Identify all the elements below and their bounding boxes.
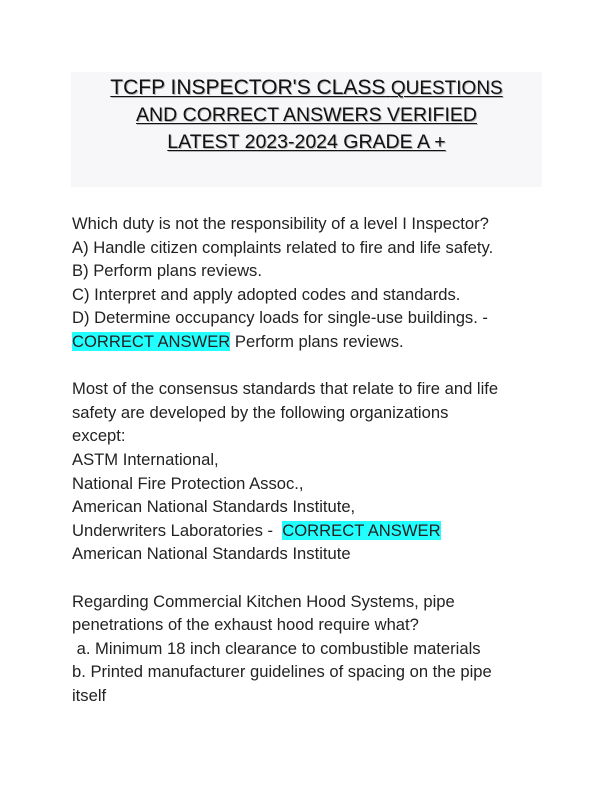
q1-option-b: B) Perform plans reviews. — [72, 261, 262, 281]
q3-option-b-line-1: b. Printed manufacturer guidelines of spacing on the pipe — [72, 662, 492, 682]
q3-question-line-2: penetrations of the exhaust hood require what? — [72, 615, 419, 635]
q1-option-c: C) Interpret and apply adopted codes and standards. — [72, 284, 461, 304]
q1-answer: Perform plans reviews. — [230, 331, 404, 351]
q2-question-line-2: safety are developed by the following organizations — [72, 402, 449, 422]
title-box — [71, 72, 542, 187]
q3-question-line-1: Regarding Commercial Kitchen Hood Systems, pipe — [72, 591, 455, 611]
q2-option-4: Underwriters Laboratories - — [72, 520, 283, 540]
question-2 — [72, 377, 552, 566]
q2-question-line-1: Most of the consensus standards that relate to fire and life — [72, 379, 499, 399]
q2-option-3: American National Standards Institute, — [72, 497, 356, 517]
q2-option-2: National Fire Protection Assoc., — [72, 473, 304, 493]
question-3 — [72, 590, 552, 708]
spacer — [72, 566, 552, 590]
q1-option-d: D) Determine occupancy loads for single-use buildings. - — [72, 308, 488, 328]
title-line-2: AND CORRECT ANSWERS VERIFIED — [136, 104, 477, 126]
title-line-3: LATEST 2023-2024 GRADE A + — [167, 131, 446, 153]
q2-option-1: ASTM International, — [72, 449, 219, 469]
q2-answer: American National Standards Institute — [72, 544, 351, 564]
q1-question: Which duty is not the responsibility of a level I Inspector? — [72, 214, 489, 233]
q3-option-b-line-2: itself — [72, 685, 107, 705]
correct-answer-label: CORRECT ANSWER — [282, 520, 441, 540]
title-tail: QUESTIONS — [390, 78, 503, 99]
title-main: TCFP INSPECTOR'S CLASS — [110, 76, 386, 99]
q1-option-a: A) Handle citizen complaints related to fire and life safety. — [72, 237, 494, 257]
correct-answer-label: CORRECT ANSWER — [72, 331, 231, 351]
q2-question-line-3: except: — [72, 426, 126, 446]
title-line-1 — [71, 74, 542, 102]
question-1 — [72, 212, 552, 354]
q3-option-a: a. Minimum 18 inch clearance to combustible materials — [72, 638, 481, 658]
spacer — [72, 354, 552, 378]
q1-answer-line — [72, 330, 552, 354]
document-body — [72, 212, 552, 707]
q2-option-4-line — [72, 519, 552, 543]
